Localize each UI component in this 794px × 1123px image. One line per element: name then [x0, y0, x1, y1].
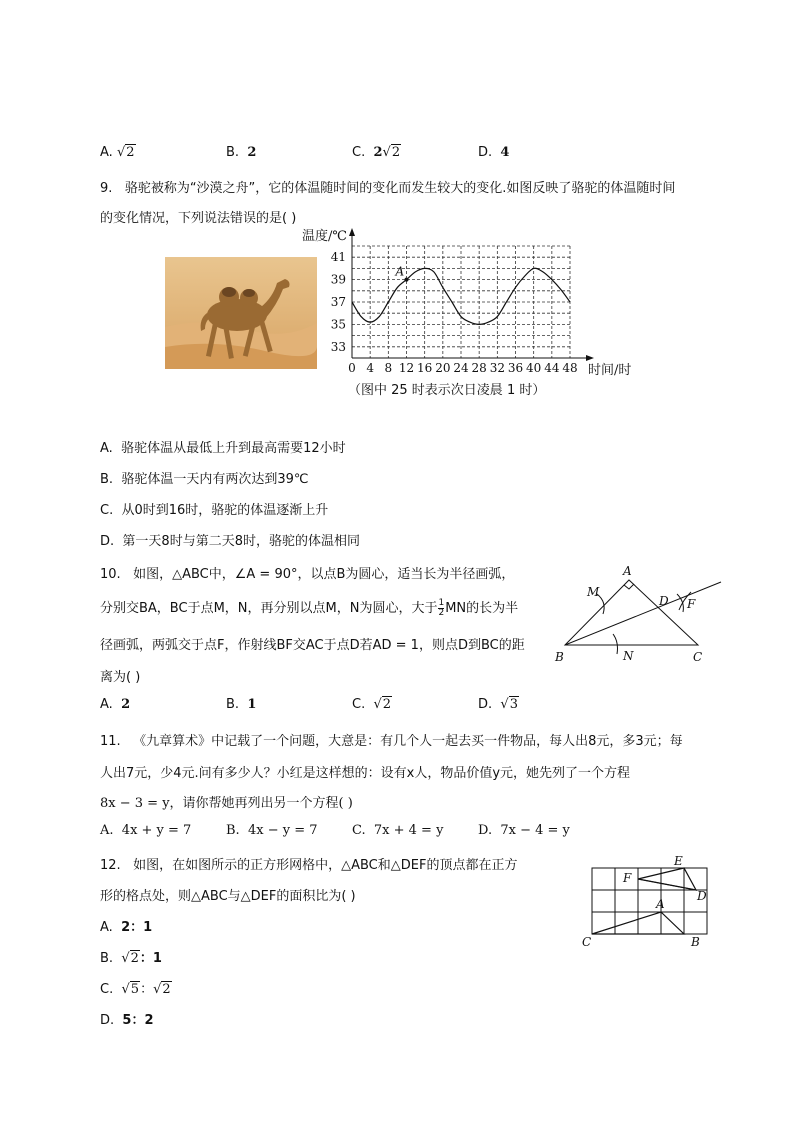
- x-axis-label: 时间/时: [588, 363, 632, 378]
- q10-stem-line3: 径画弧，两弧交于点F，作射线BF交AC于点D若AD = 1，则点D到BC的距: [100, 638, 525, 653]
- q12-stem-line1: 12. 如图，在如图所示的正方形网格中，△ABC和△DEF的顶点都在正方: [100, 858, 518, 873]
- q9-option-a: A. 骆驼体温从最低上升到最高需要12小时: [100, 441, 346, 456]
- label-m: M: [587, 585, 600, 599]
- y-axis-arrow: [349, 228, 355, 236]
- q10-stem-line4: 离为( ): [100, 670, 141, 685]
- y-tick-label: 37: [330, 295, 346, 309]
- triangle-abc-figure: [553, 562, 728, 667]
- label-n: N: [623, 649, 634, 663]
- point-a-label: A: [395, 264, 405, 279]
- grid-label-c: C: [582, 935, 592, 948]
- q11-option-d: D. 7x − 4 = y: [478, 823, 570, 838]
- q10-option-c: C. √2: [352, 697, 392, 712]
- chart-caption: （图中 25 时表示次日凌晨 1 时）: [348, 383, 546, 398]
- arc-n: [613, 634, 618, 654]
- triangle-abc: [565, 580, 698, 645]
- q11-option-a: A. 4x + y = 7: [100, 823, 192, 838]
- x-tick-label: 12: [398, 361, 415, 375]
- q10-option-b: B. 1: [226, 697, 257, 712]
- q10-option-d: D. √3: [478, 697, 518, 712]
- y-tick-label: 33: [330, 339, 346, 354]
- q10-stem-line1: 10. 如图，△ABC中，∠A = 90°，以点B为圆心，适当长为半径画弧，: [100, 567, 515, 582]
- q10-option-a: A. 2: [100, 697, 131, 712]
- label-a: A: [623, 564, 632, 578]
- right-angle-mark: [624, 584, 634, 589]
- sqrt-symbol: √2: [382, 145, 401, 160]
- grid-label-f: F: [623, 871, 632, 885]
- x-tick-label: 44: [544, 361, 560, 375]
- square-grid-figure: [578, 852, 723, 948]
- q9-stem-line1: 9. 骆驼被称为“沙漠之舟”，它的体温随时间的变化而发生较大的变化.如图反映了骆驼的体温随时间: [100, 181, 676, 196]
- x-tick-label: 48: [562, 361, 578, 375]
- x-tick-label: 32: [489, 361, 505, 375]
- q8-option-a: A. √2: [100, 145, 135, 160]
- label-d: D: [659, 594, 669, 608]
- y-axis-label: 温度/℃: [302, 229, 347, 244]
- q8-option-d: D. 4: [478, 145, 510, 160]
- q9-option-c: C. 从0时到16时，骆驼的体温逐渐上升: [100, 503, 329, 518]
- q9-option-d: D. 第一天8时与第二天8时，骆驼的体温相同: [100, 534, 360, 549]
- q12-option-d: D. 5：2: [100, 1013, 154, 1028]
- y-tick-label: 41: [330, 250, 346, 265]
- q11-stem-line1: 11. 《九章算术》中记载了一个问题，大意是：有几个人一起去买一件物品，每人出8元，多3元；每: [100, 734, 683, 749]
- x-tick-label: 28: [471, 361, 487, 375]
- x-tick-label: 36: [507, 361, 524, 375]
- label-c: C: [693, 650, 703, 664]
- triangle-def-grid: [638, 868, 696, 890]
- q12-option-c: C. √5：√2: [100, 982, 171, 997]
- q8-option-b: B. 2: [226, 145, 257, 160]
- grid-label-d: D: [697, 889, 707, 903]
- q9-stem-line2: 的变化情况，下列说法错误的是( ): [100, 211, 297, 226]
- q12-option-a: A. 2：1: [100, 920, 153, 935]
- x-tick-label: 40: [526, 361, 542, 375]
- q11-option-b: B. 4x − y = 7: [226, 823, 318, 838]
- q10-stem-line2: 分别交BA，BC于点M，N，再分别以点M，N为圆心，大于 $\frac{1}{2}$ MN的长为半: [100, 598, 519, 618]
- x-tick-label: 4: [366, 361, 374, 375]
- camel-photo: [165, 257, 317, 369]
- sqrt-symbol: √2: [116, 145, 135, 160]
- y-tick-label: 35: [330, 317, 346, 332]
- y-tick-label: 39: [330, 272, 346, 287]
- q8-option-c: C. 2√2: [352, 145, 401, 160]
- x-tick-label: 8: [384, 361, 393, 375]
- x-tick-label: 24: [453, 361, 469, 375]
- q11-stem-line3: 8x − 3 = y，请你帮她再列出另一个方程( ): [100, 796, 353, 811]
- q9-option-b: B. 骆驼体温一天内有两次达到39℃: [100, 472, 309, 487]
- point-a-marker: [405, 278, 409, 282]
- x-axis-arrow: [586, 355, 594, 361]
- q12-option-b: B. √2：1: [100, 951, 162, 966]
- fraction-half: $\frac{1}{2}$: [438, 598, 445, 618]
- x-tick-label: 20: [435, 361, 451, 375]
- q11-stem-line2: 人出7元，少4元.问有多少人？小红是这样想的：设有x人，物品价值y元，她先列了一个方程: [100, 766, 631, 781]
- x-tick-label: 16: [417, 361, 433, 375]
- grid-label-e: E: [674, 854, 683, 868]
- label-f: F: [687, 597, 696, 611]
- label-b: B: [555, 650, 564, 664]
- q12-stem-line2: 形的格点处，则△ABC与△DEF的面积比为( ): [100, 889, 356, 904]
- x-tick-label: 0: [348, 361, 356, 375]
- grid-label-b: B: [691, 935, 700, 948]
- camel-temperature-chart: [300, 226, 640, 396]
- q11-option-c: C. 7x + 4 = y: [352, 823, 444, 838]
- grid-label-a: A: [656, 897, 665, 911]
